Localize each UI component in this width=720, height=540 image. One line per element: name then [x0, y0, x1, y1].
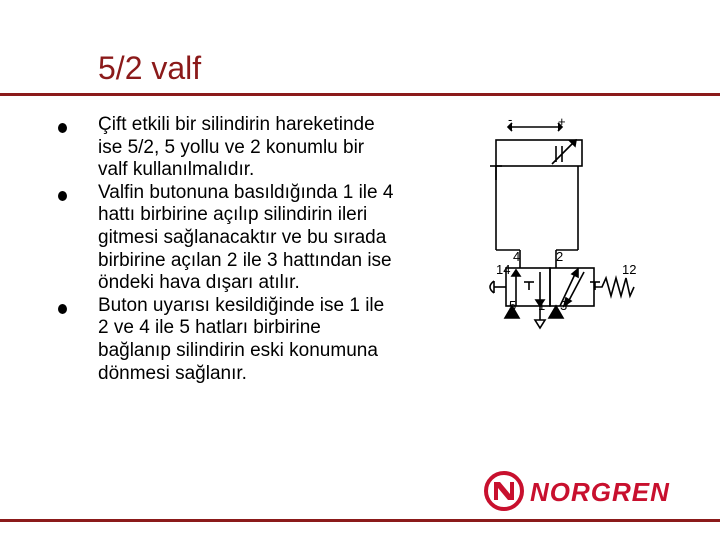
- slide-title: 5/2 valf: [98, 50, 202, 86]
- bullet-list: [58, 114, 398, 385]
- bullet-item: [58, 114, 398, 182]
- port-12-label: 12: [622, 262, 637, 277]
- port-2-label: 2: [556, 249, 564, 264]
- minus-label: -: [508, 112, 513, 127]
- port-3-label: 3: [560, 298, 568, 313]
- bullet-item: [58, 295, 398, 385]
- port-1-label: 1: [538, 298, 546, 313]
- title-divider: [0, 93, 720, 96]
- norgren-logo: [484, 470, 696, 512]
- port-14-label: 14: [496, 262, 511, 277]
- port-5-label: 5: [509, 298, 517, 313]
- logo-text: NORGREN: [530, 477, 670, 507]
- plus-label: +: [558, 114, 566, 129]
- bullet-item: [58, 182, 398, 295]
- bullet-dot-icon: [58, 123, 67, 133]
- port-4-label: 4: [513, 249, 521, 264]
- norgren-emblem-icon: [486, 473, 522, 509]
- footer-divider: [0, 519, 720, 522]
- bullet-text: Valfin butonuna basıldığında 1 ile 4 hattı birbirine açılıp silindirin ileri gitmesi sağlanacaktır ve bu sırada birbirine açılan 2 ile 3 hattından ise öndeki hava dışarı atılır.: [98, 181, 394, 294]
- valve-circuit-diagram: [480, 110, 650, 340]
- bullet-dot-icon: [58, 191, 67, 201]
- bullet-text: Buton uyarısı kesildiğinde ise 1 ile 2 ve 4 ile 5 hatları birbirine bağlanıp silindirin eski konumuna dönmesi sağlanır.: [98, 294, 385, 384]
- cylinder-body: [496, 140, 582, 166]
- bullet-text: Çift etkili bir silindirin hareketinde ise 5/2, 5 yollu ve 2 konumlu bir valf kullanılmalıdır.: [98, 114, 375, 181]
- bullet-dot-icon: [58, 304, 67, 314]
